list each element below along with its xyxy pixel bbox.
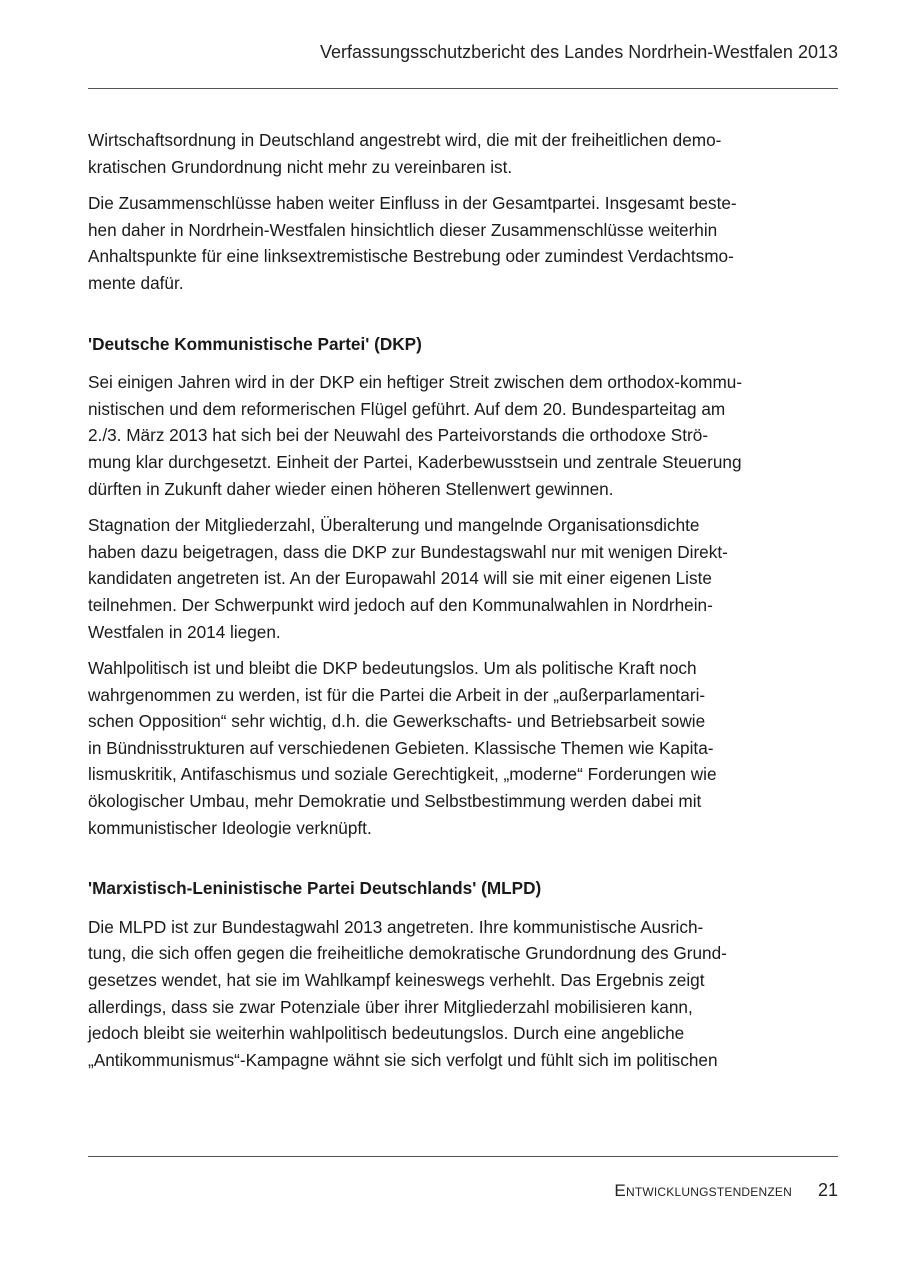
paragraph-dkp-streit xyxy=(88,369,808,502)
text-line: wahrgenommen zu werden, ist für die Partei die Arbeit in der „außerparlamentari- xyxy=(88,684,706,705)
running-header-title: Verfassungsschutzbericht des Landes Nordrhein-Westfalen 2013 xyxy=(320,42,838,62)
page-body xyxy=(88,127,808,1083)
text-line: schen Opposition“ sehr wichtig, d.h. die Gewerkschafts- und Betriebsarbeit sowie xyxy=(88,711,706,732)
text-line: 2./3. März 2013 hat sich bei der Neuwahl des Parteivorstands die orthodoxe Strö- xyxy=(88,425,709,446)
text-line: mung klar durchgesetzt. Einheit der Partei, Kaderbewusstsein und zentrale Steuerung xyxy=(88,451,742,472)
text-line: Die MLPD ist zur Bundestagwahl 2013 angetreten. Ihre kommunistische Ausrich- xyxy=(88,916,704,937)
text-line: Westfalen in 2014 liegen. xyxy=(88,621,281,642)
text-line: dürften in Zukunft daher wieder einen höheren Stellenwert gewinnen. xyxy=(88,478,614,499)
text-line: kandidaten angetreten ist. An der Europawahl 2014 will sie mit einer eigenen Liste xyxy=(88,568,712,589)
text-line: nistischen und dem reformerischen Flügel geführt. Auf dem 20. Bundesparteitag am xyxy=(88,398,726,419)
text-line: allerdings, dass sie zwar Potenziale über ihrer Mitgliederzahl mobilisieren kann, xyxy=(88,996,693,1017)
text-line: Wahlpolitisch ist und bleibt die DKP bedeutungslos. Um als politische Kraft noch xyxy=(88,658,697,679)
header-divider xyxy=(88,88,838,89)
text-line: haben dazu beigetragen, dass die DKP zur Bundestagswahl nur mit wenigen Direkt- xyxy=(88,541,728,562)
text-line: Die Zusammenschlüsse haben weiter Einfluss in der Gesamtpartei. Insgesamt beste- xyxy=(88,193,737,214)
paragraph-mlpd xyxy=(88,914,808,1074)
text-line: „Antikommunismus“-Kampagne wähnt sie sich verfolgt und fühlt sich im politischen xyxy=(88,1049,718,1070)
paragraph-zusammenschluesse xyxy=(88,190,808,296)
text-line: jedoch bleibt sie weiterhin wahlpolitisch bedeutungslos. Durch eine angebliche xyxy=(88,1023,685,1044)
text-line: hen daher in Nordrhein-Westfalen hinsichtlich dieser Zusammenschlüsse weiterhin xyxy=(88,219,718,240)
text-line: in Bündnisstrukturen auf verschiedenen Gebieten. Klassische Themen wie Kapita- xyxy=(88,737,714,758)
text-line: lismuskritik, Antifaschismus und soziale Gerechtigkeit, „moderne“ Forderungen wie xyxy=(88,764,717,785)
text-line: teilnehmen. Der Schwerpunkt wird jedoch auf den Kommunalwahlen in Nordrhein- xyxy=(88,594,713,615)
text-line: tung, die sich offen gegen die freiheitliche demokratische Grundordnung des Grund- xyxy=(88,943,727,964)
page-footer xyxy=(614,1180,838,1201)
text-line: Anhaltspunkte für eine linksextremistische Bestrebung oder zumindest Verdachtsmo- xyxy=(88,246,734,267)
section-heading-dkp: 'Deutsche Kommunistische Partei' (DKP) xyxy=(88,333,422,354)
text-line: ökologischer Umbau, mehr Demokratie und Selbstbestimmung werden dabei mit xyxy=(88,791,702,812)
paragraph-dkp-wahlpolitisch xyxy=(88,655,808,841)
section-heading-mlpd: 'Marxistisch-Leninistische Partei Deutschlands' (MLPD) xyxy=(88,878,542,899)
paragraph-continuation xyxy=(88,127,808,180)
text-line: Stagnation der Mitgliederzahl, Überalterung und mangelnde Organisationsdichte xyxy=(88,515,700,536)
text-line: kommunistischer Ideologie verknüpft. xyxy=(88,817,372,838)
text-line: Sei einigen Jahren wird in der DKP ein heftiger Streit zwischen dem orthodox-kommu- xyxy=(88,372,743,393)
text-line: mente dafür. xyxy=(88,272,184,293)
text-line: kratischen Grundordnung nicht mehr zu vereinbaren ist. xyxy=(88,156,513,177)
footer-section-name: Entwicklungstendenzen xyxy=(614,1181,792,1200)
text-line: gesetzes wendet, hat sie im Wahlkampf keineswegs verhehlt. Das Ergebnis zeigt xyxy=(88,970,705,991)
text-line: Wirtschaftsordnung in Deutschland angestrebt wird, die mit der freiheitlichen demo- xyxy=(88,130,722,150)
page-number: 21 xyxy=(817,1180,838,1200)
footer-divider xyxy=(88,1156,838,1157)
paragraph-dkp-stagnation xyxy=(88,512,808,645)
